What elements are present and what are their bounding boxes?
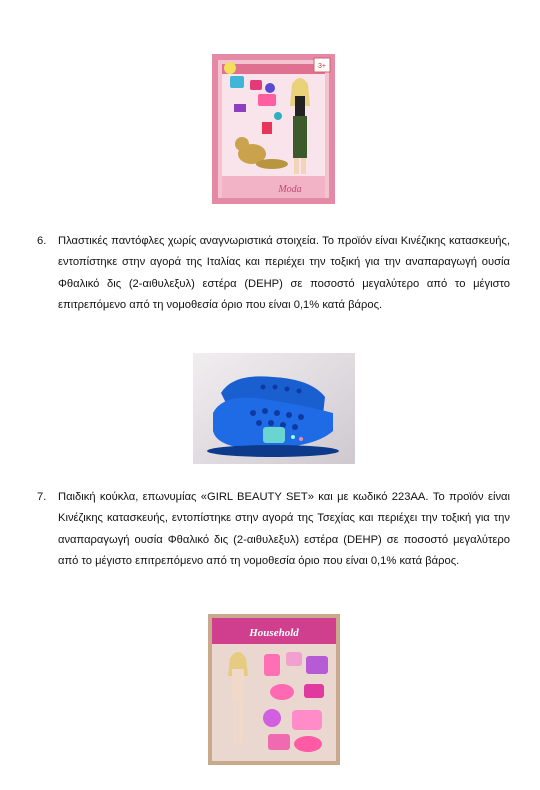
item-text: Πλαστικές παντόφλες χωρίς αναγνωριστικά στοιχεία. Το προϊόν είναι Κινέζικης κατασκευής, εντοπίστηκε στην αγορά της Ιταλίας και περιέχει την τοξική για την αναπαραγωγή ουσία Φθαλικό δις (2-αιθυλεξυλ) εστέρα (DEHP) σε ποσοστό μεγαλύτερο από το μέγιστο επιτρεπόμενο από τη νομοθεσία όριο που είναι 0,1% κατά βάρος. (58, 235, 510, 311)
doll-box-photo (212, 54, 335, 204)
list-item-6 (37, 231, 510, 316)
item-number: 6. (37, 235, 47, 247)
box-brand-text: Moda (278, 184, 302, 195)
pack-header-text: Household (249, 627, 299, 639)
list-item-7 (37, 487, 510, 572)
item-number: 7. (37, 491, 47, 503)
girl-beauty-set-photo (208, 614, 340, 765)
age-tag: 3+ (318, 63, 326, 70)
item-text: Παιδική κούκλα, επωνυμίας «GIRL BEAUTY SET» και με κωδικό 223AA. Το προϊόν είναι Κινέζικης κατασκευής, εντοπίστηκε στην αγορά της Τσεχίας και περιέχει την τοξική για την αναπαραγωγή ουσία Φθαλικό δις (2-αιθυλεξυλ) εστέρα (DEHP) σε ποσοστό μεγαλύτερο από το μέγιστο επιτρεπόμενο από τη νομοθεσία όριο που είναι 0,1% κατά βάρος. (58, 491, 510, 567)
slippers-photo (193, 353, 355, 464)
